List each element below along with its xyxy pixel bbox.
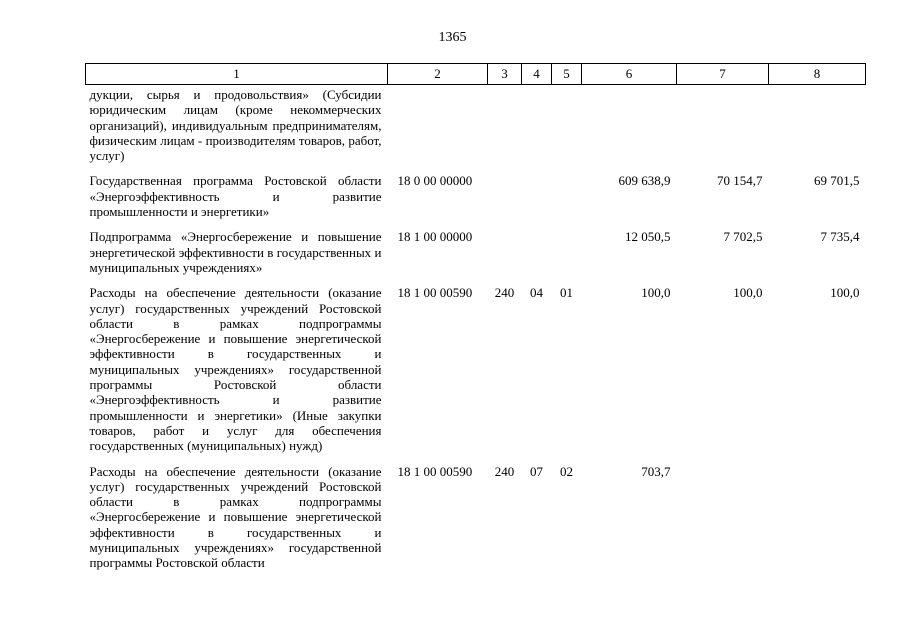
column-header-7: 7 [677, 64, 769, 85]
row-name: Расходы на обеспечение деятельности (оказание услуг) государственных учреждений Ростовской области в рамках подпрограммы «Энергосбережение и повышение энергетической эффективности в государственных и муниципальных учреждениях» государственной программы Ростовской области [89, 463, 382, 571]
row-sum-1: 100,0 [641, 285, 671, 301]
table-row [86, 229, 866, 285]
row-target-code: 18 1 00 00590 [397, 463, 473, 479]
column-header-3: 3 [488, 64, 522, 85]
row-sum-3: 100,0 [830, 285, 860, 301]
column-header-2: 2 [388, 64, 488, 85]
row-name: Расходы на обеспечение деятельности (оказание услуг) государственных учреждений Ростовской области в рамках подпрограммы «Энергосбережение и повышение энергетической эффективности в государственных и муниципальных учреждениях» государственной программы Ростовской области «Энергоэффективность и развитие промышленности и энергетики» (Иные закупки товаров, работ и услуг для обеспечения государственных (муниципальных) нужд) [89, 285, 382, 454]
row-subsection: 01 [560, 285, 573, 301]
row-expense-type [488, 85, 522, 174]
column-header-6: 6 [582, 64, 677, 85]
row-name: дукции, сырья и продовольствия» (Субсидии юридическим лицам (кроме некоммерческих организаций), индивидуальным предпринимателям, физическим лицам - производителям товаров, работ, услуг) [89, 87, 382, 164]
row-sum-1: 12 050,5 [625, 229, 671, 245]
row-sum-2: 100,0 [733, 285, 763, 301]
row-sum-1: 609 638,9 [618, 173, 671, 189]
row-sum-1: 703,7 [641, 463, 671, 479]
row-sum-3 [769, 464, 866, 581]
row-sum-2: 70 154,7 [717, 173, 763, 189]
row-sum-3 [769, 85, 866, 174]
row-sum-3: 7 735,4 [820, 229, 860, 245]
table-row [86, 285, 866, 463]
row-expense-type: 240 [494, 285, 515, 301]
row-sum-3: 69 701,5 [814, 173, 860, 189]
row-expense-type: 240 [494, 463, 515, 479]
row-section: 04 [530, 285, 543, 301]
table-header-row [86, 64, 866, 85]
row-expense-type [488, 229, 522, 285]
row-section: 07 [530, 463, 543, 479]
row-subsection [552, 229, 582, 285]
row-target-code: 18 0 00 00000 [397, 173, 473, 189]
row-section [522, 229, 552, 285]
row-sum-2 [677, 85, 769, 174]
row-subsection [552, 173, 582, 229]
row-section [522, 85, 552, 174]
row-sum-2: 7 702,5 [723, 229, 763, 245]
table-row [86, 85, 866, 174]
column-header-8: 8 [769, 64, 866, 85]
budget-table [85, 63, 866, 581]
row-name: Государственная программа Ростовской области «Энергоэффективность и развитие промышленности и энергетики» [89, 173, 382, 220]
row-subsection: 02 [560, 463, 573, 479]
row-name: Подпрограмма «Энергосбережение и повышение энергетической эффективности в государственных и муниципальных учреждениях» [89, 229, 382, 275]
row-target-code [388, 85, 488, 174]
page-number: 1365 [438, 30, 467, 45]
table-row [86, 173, 866, 229]
row-sum-2 [677, 464, 769, 581]
row-target-code: 18 1 00 00590 [397, 285, 473, 301]
row-sum-1 [582, 85, 677, 174]
column-header-1: 1 [86, 64, 388, 85]
row-target-code: 18 1 00 00000 [397, 229, 473, 245]
row-section [522, 173, 552, 229]
column-header-4: 4 [522, 64, 552, 85]
table-row [86, 464, 866, 581]
row-expense-type [488, 173, 522, 229]
row-subsection [552, 85, 582, 174]
column-header-5: 5 [552, 64, 582, 85]
